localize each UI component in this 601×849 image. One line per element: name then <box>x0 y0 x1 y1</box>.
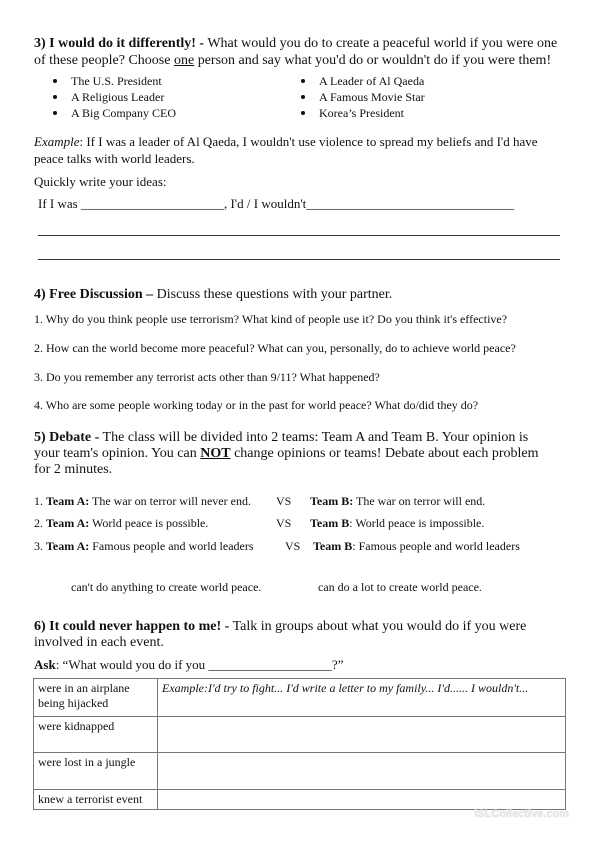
table-row <box>34 717 566 753</box>
section3-dash: - <box>195 36 205 51</box>
question-2: 2. How can the world become more peaceful? What can you, personally, do to achieve world peace? <box>34 341 516 355</box>
list-item: The U.S. President <box>36 73 176 89</box>
section3-title: I would do it differently! <box>49 36 196 51</box>
debate-1-team-a: 1. Team A: The war on terror will never end. <box>34 494 251 508</box>
example-label: Example <box>34 134 80 149</box>
debate-3-team-b: Team B: Famous people and world leaders <box>313 539 520 553</box>
list-item: A Religious Leader <box>36 89 176 105</box>
ask-label: Ask <box>34 657 56 672</box>
fill-in-template[interactable]: If I was ______________________, I'd / I wouldn't________________________________ <box>38 196 515 211</box>
events-table <box>33 678 566 810</box>
debate-3-team-a-continued: can't do anything to create world peace. <box>71 580 262 594</box>
list-item: A Famous Movie Star <box>284 89 425 105</box>
ask-blank[interactable]: ___________________ <box>208 657 332 672</box>
bullet-icon <box>53 79 57 83</box>
underlined-one: one <box>173 53 195 68</box>
debate-1-vs: VS <box>276 494 292 508</box>
bullet-icon <box>301 111 305 115</box>
debate-3-team-b-continued: can do a lot to create world peace. <box>318 580 482 594</box>
blank-idea[interactable]: ________________________________ <box>306 196 515 211</box>
list-item: Korea’s President <box>284 105 425 121</box>
section6-title: 6) It could never happen to me! - <box>34 619 230 634</box>
list-item: A Big Company CEO <box>36 105 176 121</box>
bullet-icon <box>53 95 57 99</box>
section4-heading <box>34 286 392 304</box>
question-3: 3. Do you remember any terrorist acts other than 9/11? What happened? <box>34 370 380 384</box>
example-line2: peace talks with world leaders. <box>34 151 195 166</box>
bullet-icon <box>301 79 305 83</box>
section3-number: 3) <box>34 36 46 51</box>
event-cell: were kidnapped <box>34 717 158 753</box>
question-1: 1. Why do you think people use terrorism? What kind of people use it? Do you think it's effective? <box>34 312 508 326</box>
section4-title: 4) Free Discussion – <box>34 287 154 302</box>
answer-cell[interactable] <box>158 717 566 753</box>
section5-intro-line1: 5) Debate - The class will be divided into 2 teams: Team A and Team B. Your opinion is <box>34 430 529 445</box>
answer-cell[interactable] <box>158 753 566 790</box>
event-cell: knew a terrorist event <box>34 790 158 810</box>
answer-cell[interactable] <box>158 790 566 810</box>
table-row <box>34 679 566 717</box>
section5-title: 5) Debate - <box>34 430 100 445</box>
blank-person[interactable]: ______________________ <box>80 196 224 211</box>
debate-2-team-a: 2. Team A: World peace is possible. <box>34 516 209 530</box>
example-answer: Example:I'd try to fight... I'd write a letter to my family... I'd...... I wouldn't... <box>162 681 529 695</box>
ask-prompt: Ask: “What would you do if you ___________________?” <box>34 657 344 672</box>
people-list-right <box>284 73 425 121</box>
writing-line[interactable] <box>38 235 560 236</box>
example-line1: Example: If I was a leader of Al Qaeda, I wouldn't use violence to spread my beliefs and I'd have <box>34 134 538 149</box>
section4-intro: Discuss these questions with your partner. <box>153 287 393 302</box>
table-row <box>34 753 566 790</box>
debate-1-team-b: Team B: The war on terror will end. <box>310 494 486 508</box>
bullet-icon <box>301 95 305 99</box>
section5-intro-line2: your team's opinion. You can NOT change opinions or teams! Debate about each problem <box>34 446 539 461</box>
section3-heading <box>34 35 557 53</box>
answer-cell[interactable] <box>158 679 566 717</box>
event-cell: were in an airplane being hijacked <box>34 679 158 717</box>
debate-3-team-a: 3. Team A: Famous people and world leaders <box>34 539 254 553</box>
debate-3-vs: VS <box>285 539 301 553</box>
section3-intro-line2: of these people? Choose one person and say what you'd do or wouldn't do if you were them! <box>34 53 552 68</box>
section5-intro-line3: for 2 minutes. <box>34 462 113 477</box>
writing-line[interactable] <box>38 259 560 260</box>
table-row <box>34 790 566 810</box>
section3-intro-line1: What would you do to create a peaceful world if you were one <box>207 36 558 51</box>
list-item: A Leader of Al Qaeda <box>284 73 425 89</box>
debate-2-vs: VS <box>276 516 292 530</box>
write-prompt: Quickly write your ideas: <box>34 174 167 189</box>
people-list-left <box>36 73 176 121</box>
watermark: iSLCollective.com <box>474 808 569 820</box>
bullet-icon <box>53 111 57 115</box>
section6-intro-line2: involved in each event. <box>34 635 164 650</box>
event-cell: were lost in a jungle <box>34 753 158 790</box>
not-emphasis: NOT <box>200 446 231 461</box>
debate-2-team-b: Team B: World peace is impossible. <box>310 516 485 530</box>
section6-intro-line1: 6) It could never happen to me! - Talk in groups about what you would do if you were <box>34 619 527 634</box>
question-4: 4. Who are some people working today or in the past for world peace? What do/did they do? <box>34 398 479 412</box>
